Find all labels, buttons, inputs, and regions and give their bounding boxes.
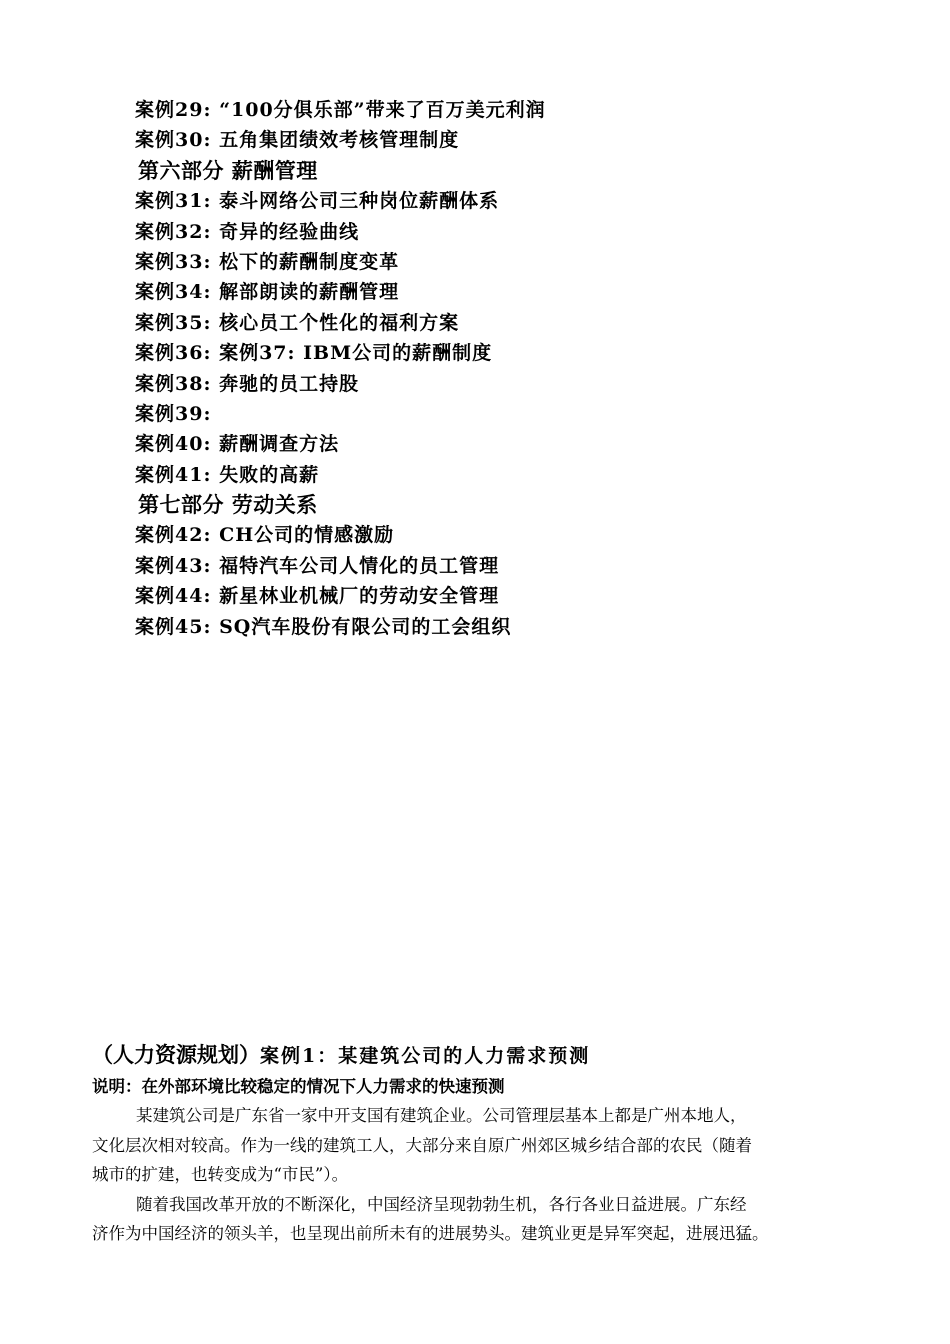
toc-entry-case-29: 案例29: “100分俱乐部”带来了百万美元利润 <box>135 99 546 121</box>
table-of-contents <box>0 95 950 642</box>
toc-entry-case-33: 案例33: 松下的薪酬制度变革 <box>135 250 400 273</box>
paragraph-line: 济作为中国经济的领头羊，也呈现出前所未有的进展势头。建筑业更是异军突起，进展迅猛。 <box>92 1224 769 1243</box>
toc-entry-case-31: 案例31: 泰斗网络公司三种岗位薪酬体系 <box>135 190 500 213</box>
paragraph-line: 某建筑公司是广东省一家中开支国有建筑企业。公司管理层基本上都是广州本地人， <box>136 1106 747 1125</box>
toc-entry-case-40: 案例40: 薪酬调查方法 <box>135 433 340 456</box>
toc-entry-case-32: 案例32: 奇异的经验曲线 <box>135 220 360 243</box>
toc-part-heading-7: 第七部分 劳动关系 <box>138 493 318 518</box>
article-title <box>0 1037 950 1073</box>
toc-part-heading-6: 第六部分 薪酬管理 <box>138 158 318 183</box>
article-subtitle: 说明：在外部环境比较稳定的情况下人力需求的快速预测 <box>92 1077 505 1096</box>
paragraph-line: 文化层次相对较高。作为一线的建筑工人，大部分来自原广州郊区城乡结合部的农民（随着 <box>92 1135 752 1155</box>
toc-entry-case-30: 案例30: 五角集团绩效考核管理制度 <box>135 129 460 152</box>
toc-entry-case-34: 案例34: 解部朗读的薪酬管理 <box>135 281 400 304</box>
article-title-case: 案例1：某建筑公司的人力需求预测 <box>260 1045 591 1067</box>
toc-entry-case-41: 案例41: 失败的高薪 <box>135 463 320 486</box>
toc-entry-case-45: 案例45: SQ汽车股份有限公司的工会组织 <box>135 615 512 638</box>
toc-entry-case-38: 案例38: 奔驰的员工持股 <box>135 372 360 395</box>
toc-entry-case-36: 案例36: 案例37: IBM公司的薪酬制度 <box>135 342 493 365</box>
toc-entry-case-42: 案例42: CH公司的情感激励 <box>135 524 395 547</box>
article-title-category: （人力资源规划） <box>92 1043 260 1067</box>
case-article <box>0 1037 950 1249</box>
article-paragraph-2 <box>0 1190 882 1249</box>
toc-entry-case-43: 案例43: 福特汽车公司人情化的员工管理 <box>135 554 500 577</box>
paragraph-line: 随着我国改革开放的不断深化，中国经济呈现勃勃生机，各行各业日益进展。广东经 <box>136 1194 747 1214</box>
paragraph-line: 城市的扩建，也转变成为“市民”）。 <box>92 1165 349 1184</box>
toc-entry-case-39: 案例39: <box>135 402 212 425</box>
article-paragraph-1 <box>0 1101 882 1190</box>
toc-entry-case-44: 案例44: 新星林业机械厂的劳动安全管理 <box>135 585 500 608</box>
toc-entry-case-35: 案例35: 核心员工个性化的福利方案 <box>135 311 460 334</box>
